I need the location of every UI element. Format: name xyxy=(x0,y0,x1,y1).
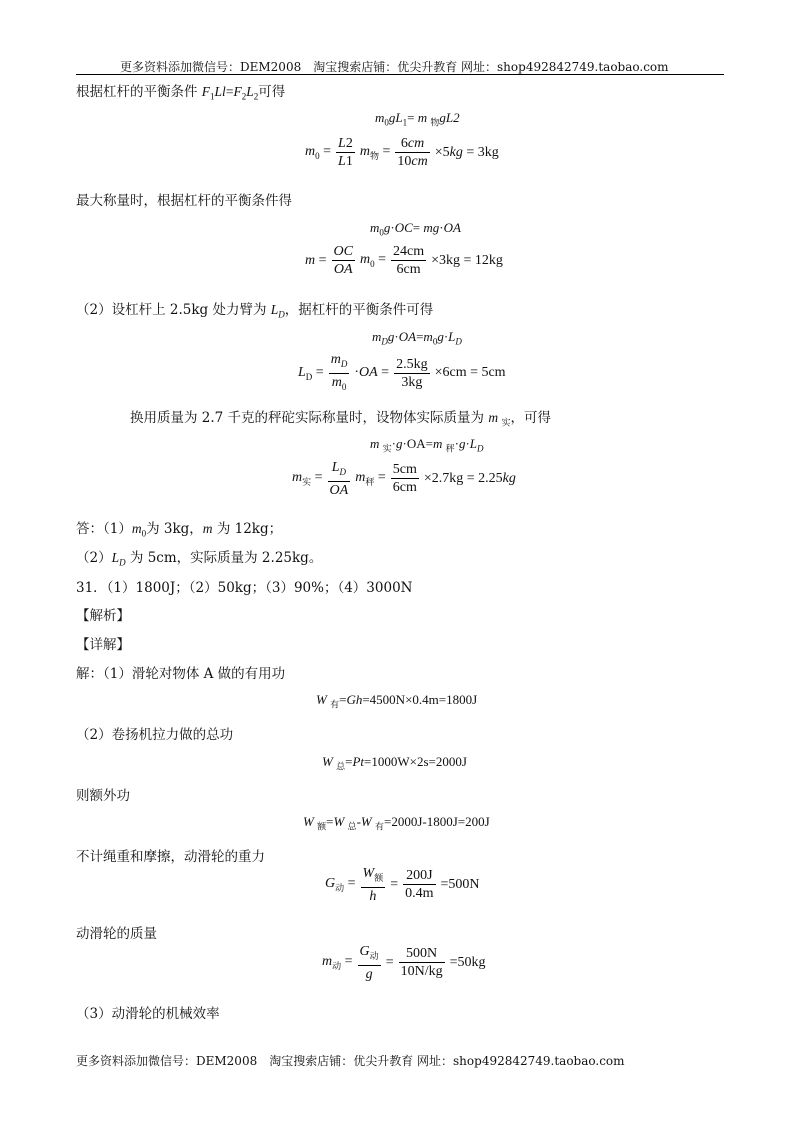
text-segment: 答：（1） xyxy=(76,521,132,537)
page-header: 更多资料添加微信号：DEM2008 淘宝搜索店铺：优尖升教育 网址：shop492842749.taobao.com xyxy=(120,60,669,74)
formula-inline: m xyxy=(202,521,213,536)
equation-8: $m_实$ = $\frac{L_D}{OA}$ $m_秤$ = $\frac{5cm}{6cm}$ ×2.7kg = 2.25kg xyxy=(292,460,516,498)
text-segment: 换用质量为 2.7 千克的秤砣实际称量时，设物体实际质量为 xyxy=(130,410,489,426)
section-detail: 【详解】 xyxy=(76,637,130,653)
text-line-extra-work: 则额外功 xyxy=(76,788,130,804)
equation-3: $m_0g\cdot OC= mg\cdot OA$ xyxy=(370,220,461,238)
text-segment: 根据杠杆的平衡条件 xyxy=(76,84,202,100)
text-segment: 为 5cm，实际质量为 2.25kg。 xyxy=(125,550,323,566)
text-line-useful-work: 解：（1）滑轮对物体 A 做的有用功 xyxy=(76,666,286,682)
text-line-efficiency: （3）动滑轮的机械效率 xyxy=(76,1006,220,1022)
equation-10: W $_总$=Pt=1000W×2s=2000J xyxy=(322,754,467,772)
equation-1: $m_0gL_1= m$ $_物$gL2 xyxy=(375,110,460,128)
equation-2: $m_0$ = $\frac{L2}{L1}$ $m_物$ = $\frac{6cm}{10cm}$ ×5kg = 3kg xyxy=(305,136,499,169)
equation-6: $L_D$ = $\frac{m_D}{m_0}$ ·OA = $\frac{2.5kg}{3kg}$ ×6cm = 5cm xyxy=(298,352,506,392)
header-rule xyxy=(76,74,724,75)
section-analysis: 【解析】 xyxy=(76,608,130,624)
text-segment: 为 12kg； xyxy=(212,521,283,537)
equation-7: m $_实$·g·OA=m $_秤\cdot g\cdot L_D$ xyxy=(370,436,484,454)
equation-12: $G_动$ = $\frac{W_额}{h}$ = $\frac{200J}{0.4m}$ =500N xyxy=(325,866,480,904)
text-segment: （2） xyxy=(76,550,112,566)
text-line-pulley-mass: 动滑轮的质量 xyxy=(76,926,157,942)
text-line-max-weight: 最大称量时，根据杠杆的平衡条件得 xyxy=(76,193,292,209)
formula-inline: $F_1Ll=F_2L_2$ xyxy=(201,84,259,102)
page-footer: 更多资料添加微信号：DEM2008 淘宝搜索店铺：优尖升教育 网址：shop492842749.taobao.com xyxy=(76,1054,625,1068)
equation-11: W $_额$=W $_总$-W $_有$=2000J-1800J=200J xyxy=(303,814,490,832)
text-segment: ，据杠杆的平衡条件可得 xyxy=(284,302,434,318)
text-segment: 为 3kg， xyxy=(146,521,203,537)
text-segment: 可得 xyxy=(258,84,286,100)
equation-4: m = $\frac{OC}{OA}$ $m_0$ = $\frac{24cm}{6cm}$ ×3kg = 12kg xyxy=(305,244,503,277)
formula-inline: $L_D$ xyxy=(111,550,126,568)
text-line-replaced-weight xyxy=(130,406,551,429)
formula-inline: m $_实$ xyxy=(488,410,511,428)
equation-13: $m_动$ = $\frac{G_动}{g}$ = $\frac{500N}{10N/kg}$ =50kg xyxy=(322,944,486,982)
equation-5: $m_Dg\cdot OA=m_0g\cdot L_D$ xyxy=(372,329,462,347)
text-line-q31-answers: 31．（1）1800J；（2）50kg；（3）90%；（4）3000N xyxy=(76,580,413,596)
text-line-part2 xyxy=(76,298,433,320)
text-line-answer-2 xyxy=(76,546,322,568)
text-segment: ，可得 xyxy=(510,410,551,426)
equation-9: W $_有$=Gh=4500N×0.4m=1800J xyxy=(316,692,478,710)
formula-inline: $L_D$ xyxy=(270,302,285,320)
text-line-total-work: （2）卷扬机拉力做的总功 xyxy=(76,727,234,743)
text-segment: （2）设杠杆上 2.5kg 处力臂为 xyxy=(76,302,271,318)
text-line-answer-1 xyxy=(76,517,282,539)
text-line-pulley-weight: 不计绳重和摩擦，动滑轮的重力 xyxy=(76,849,265,865)
text-line-lever-condition xyxy=(76,80,285,102)
formula-inline: $m_0$ xyxy=(131,521,147,539)
